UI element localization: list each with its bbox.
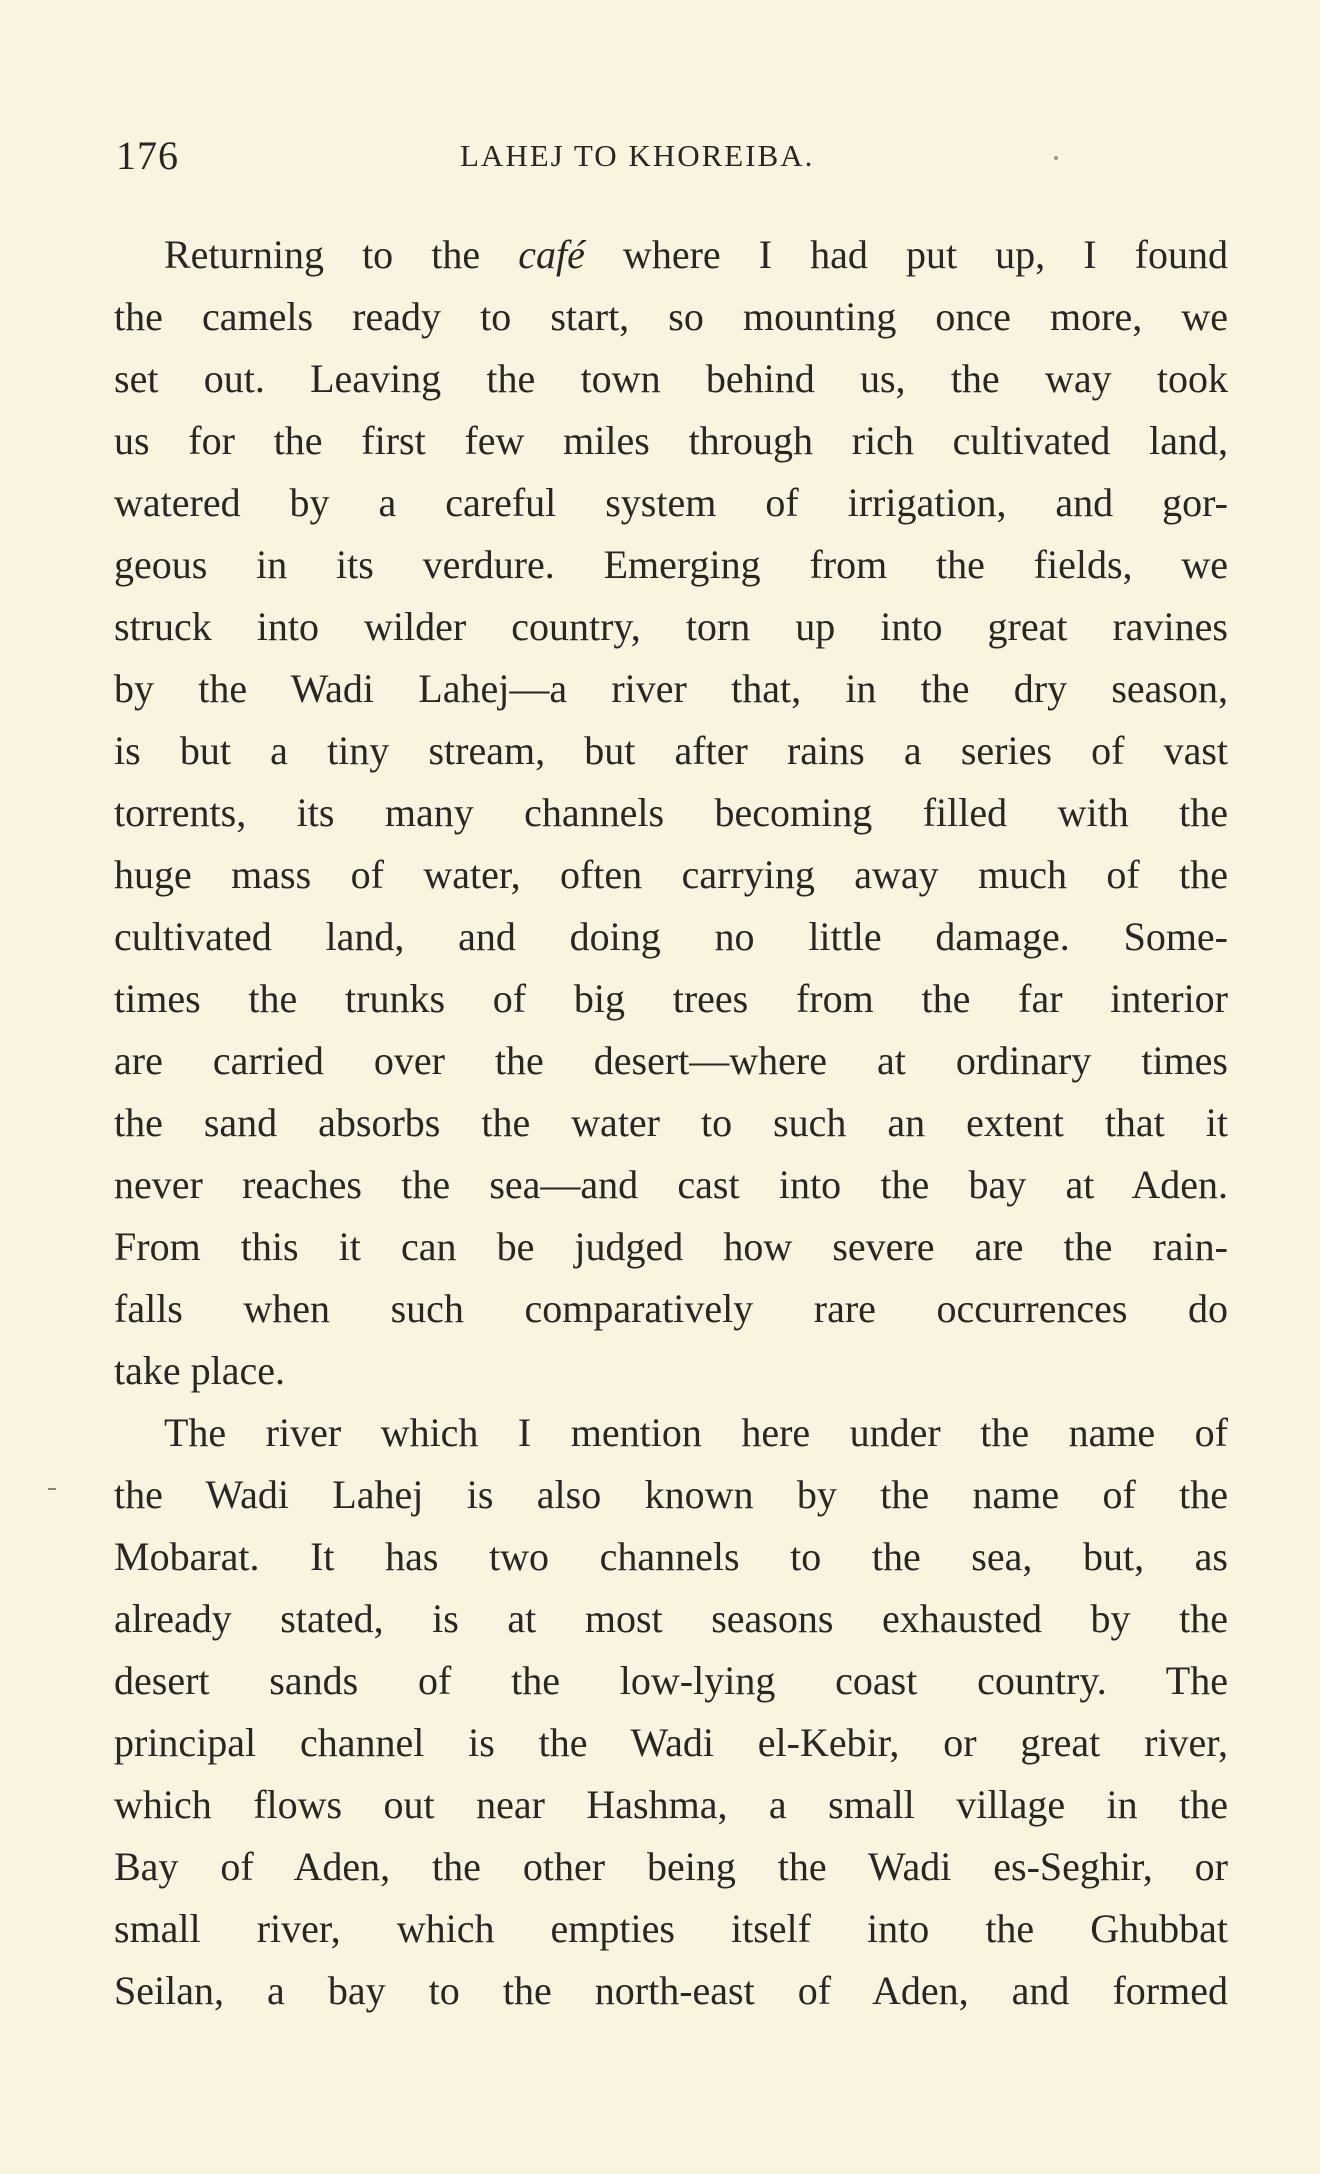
text-line: already stated, is at most seasons exhausted by the	[114, 1596, 1228, 1641]
text-line: the sand absorbs the water to such an extent that it	[114, 1100, 1228, 1145]
text-line: the camels ready to start, so mounting once more, we	[114, 294, 1228, 339]
text-line: small river, which empties itself into the Ghubbat	[114, 1906, 1228, 1951]
text-line: struck into wilder country, torn up into great ravines	[114, 604, 1228, 649]
paragraph-1	[114, 224, 1228, 1402]
running-head: LAHEJ TO KHOREIBA.	[460, 138, 815, 173]
stray-dot-mark	[1054, 156, 1058, 160]
italic-word: café	[518, 232, 585, 277]
text-line: never reaches the sea—and cast into the bay at Aden.	[114, 1162, 1228, 1207]
text-line: Seilan, a bay to the north-east of Aden, and formed	[114, 1968, 1228, 2013]
text-line: is but a tiny stream, but after rains a series of vast	[114, 728, 1228, 773]
page-number: 176	[116, 133, 179, 178]
text-line: geous in its verdure. Emerging from the fields, we	[114, 542, 1228, 587]
text-line: take place.	[114, 1348, 285, 1393]
text-line: Mobarat. It has two channels to the sea, but, as	[114, 1534, 1228, 1579]
text-line: set out. Leaving the town behind us, the way took	[114, 356, 1228, 401]
text-line: Bay of Aden, the other being the Wadi es-Seghir, or	[114, 1844, 1228, 1889]
text-line: The river which I mention here under the name of	[164, 1410, 1228, 1455]
margin-mark	[48, 1488, 56, 1490]
text-line: watered by a careful system of irrigation, and gor-	[114, 480, 1228, 525]
text-line: principal channel is the Wadi el-Kebir, or great river,	[114, 1720, 1228, 1765]
text-line: huge mass of water, often carrying away much of the	[114, 852, 1228, 897]
body-text	[114, 224, 1228, 2022]
text-line: Returning to the café where I had put up, I found	[164, 232, 1228, 277]
page-header	[116, 132, 1226, 192]
text-line: falls when such comparatively rare occurrences do	[114, 1286, 1228, 1331]
text-line: times the trunks of big trees from the far interior	[114, 976, 1228, 1021]
text-line: us for the first few miles through rich cultivated land,	[114, 418, 1228, 463]
text-line: desert sands of the low-lying coast country. The	[114, 1658, 1228, 1703]
text-line: by the Wadi Lahej—a river that, in the dry season,	[114, 666, 1228, 711]
text-line: cultivated land, and doing no little damage. Some-	[114, 914, 1228, 959]
text-line: From this it can be judged how severe are the rain-	[114, 1224, 1228, 1269]
text-line: torrents, its many channels becoming filled with the	[114, 790, 1228, 835]
paragraph-2	[114, 1402, 1228, 2022]
text-line: which flows out near Hashma, a small village in the	[114, 1782, 1228, 1827]
text-line: are carried over the desert—where at ordinary times	[114, 1038, 1228, 1083]
text-line: the Wadi Lahej is also known by the name of the	[114, 1472, 1228, 1517]
